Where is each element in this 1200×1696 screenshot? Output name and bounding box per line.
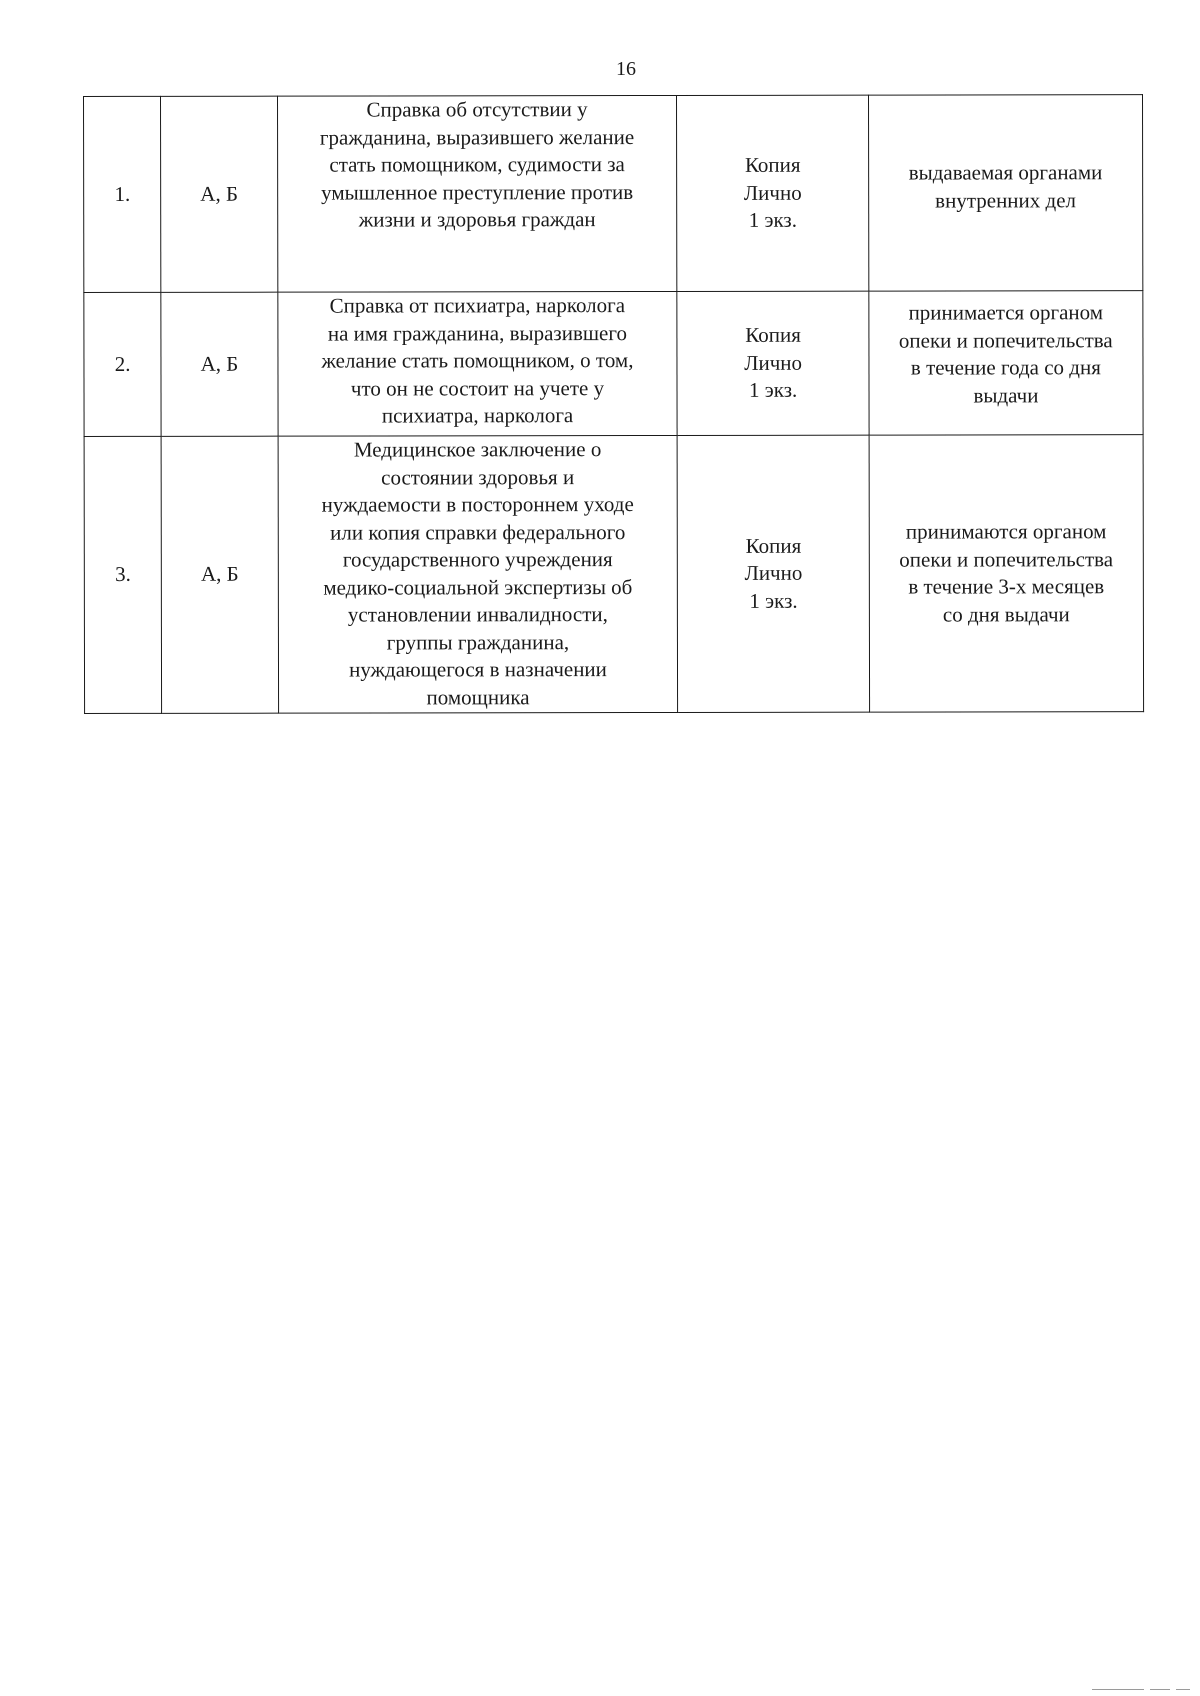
scan-mark: [1176, 1689, 1190, 1690]
scan-mark: [1092, 1689, 1144, 1690]
row-category: А, Б: [161, 292, 277, 436]
row-document-name: Справка от психиатра, нарколога на имя гражданина, выразившего желание стать помощником, о том, что он не состоит на учете у психиатра, нарколога: [277, 291, 677, 436]
documents-table: [83, 94, 1144, 714]
row-category: А, Б: [161, 96, 277, 292]
scan-edge-marks: [1092, 1686, 1192, 1692]
page-number: 16: [616, 58, 636, 80]
row-notes: принимаются органом опеки и попечительства в течение 3-х месяцев со дня выдачи: [869, 435, 1144, 712]
scan-mark: [1150, 1689, 1170, 1690]
table-row: [84, 435, 1143, 714]
row-number: 1.: [84, 96, 162, 292]
row-document-name: Медицинское заключение о состоянии здоровья и нуждаемости в постороннем уходе или копия справки федерального государственного учреждения медико-социальной экспертизы об установлении инвалидности, группы гражданина, нуждающегося в назначении помощника: [278, 435, 678, 713]
row-submission-form: Копия Лично 1 экз.: [677, 95, 869, 291]
row-document-name: Справка об отсутствии у гражданина, выразившего желание стать помощником, судимости за умышленное преступление против жизни и здоровья граждан: [277, 95, 677, 292]
row-notes: принимается органом опеки и попечительства в течение года со дня выдачи: [869, 291, 1143, 435]
row-category: А, Б: [162, 436, 279, 713]
row-submission-form: Копия Лично 1 экз.: [678, 435, 870, 712]
row-number: 2.: [84, 292, 162, 436]
row-number: 3.: [84, 436, 162, 713]
documents-table-container: [83, 94, 1144, 714]
table-row: [84, 291, 1143, 437]
row-submission-form: Копия Лично 1 экз.: [677, 291, 869, 435]
table-row: [84, 95, 1143, 293]
row-notes: выдаваемая органами внутренних дел: [868, 95, 1143, 291]
